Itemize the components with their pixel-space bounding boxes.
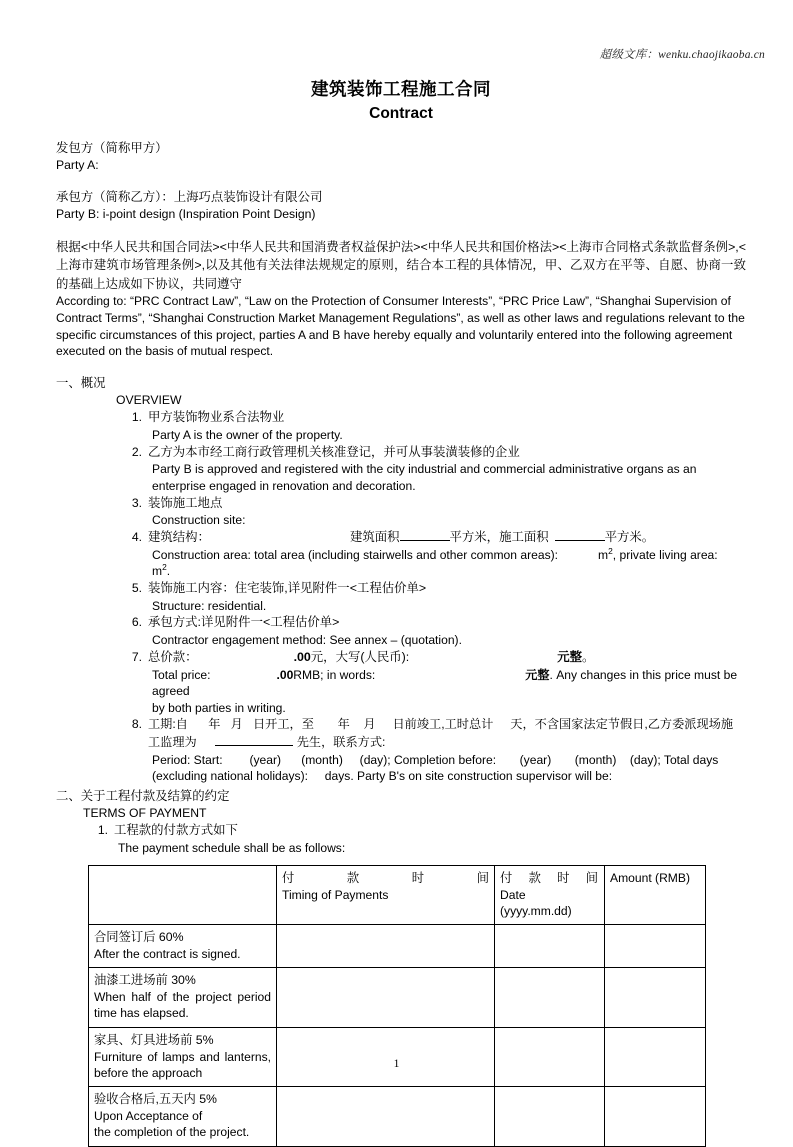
item-text-english: The payment schedule shall be as follows: xyxy=(118,841,346,856)
total-price-mid-cn: 元，大写(人民币): xyxy=(310,649,410,664)
item-text-english xyxy=(148,547,746,580)
table-cell-stage xyxy=(89,1027,277,1086)
item-text-english: Structure: residential. xyxy=(152,598,267,613)
unit-sqm-private: m xyxy=(152,564,163,579)
total-price-amount-en: .00 xyxy=(276,667,294,682)
total-price-tail-en: . Any changes in this price must be agreed xyxy=(152,667,741,699)
building-structure-label: 建筑结构： xyxy=(148,530,210,545)
building-area-unit: 平方米，施工面积 xyxy=(449,530,549,545)
table-cell-date[interactable] xyxy=(495,925,605,968)
stage-english: When half of the project period time has elapsed. xyxy=(94,990,271,1021)
table-cell-timing[interactable] xyxy=(277,1027,495,1086)
list-marker: 4. xyxy=(131,530,142,545)
table-header-cell-timing xyxy=(277,865,495,925)
list-marker: 3. xyxy=(131,495,142,510)
construction-area-unit: 平方米。 xyxy=(604,530,655,545)
section-two-heading-chinese: 二、关于工程付款及结算的约定 xyxy=(56,788,230,803)
header-amount-english: Amount (RMB) xyxy=(610,870,690,885)
private-area-text: , private living area: xyxy=(612,547,718,562)
construction-area-text: Construction area: total area (including stairwells and other common areas): xyxy=(152,547,559,562)
page-number: 1 xyxy=(393,1058,400,1070)
list-item xyxy=(56,409,746,443)
item-text-english-continued: (excluding national holidays): days. Party B's on site construction supervisor will be: xyxy=(152,769,613,784)
supervisor-suffix: 先生，联系方式: xyxy=(296,734,386,749)
page-title-chinese: 建筑装饰工程施工合同 xyxy=(311,79,491,99)
table-cell-date[interactable] xyxy=(495,968,605,1027)
item-text-chinese: 工程款的付款方式如下 xyxy=(114,823,238,838)
total-price-words-en: 元整 xyxy=(525,667,550,682)
sentence-period: . xyxy=(166,564,171,579)
table-cell-timing[interactable] xyxy=(277,968,495,1027)
item-text-english xyxy=(148,667,746,700)
list-marker: 8. xyxy=(131,717,142,732)
item-text-english: Party B is approved and registered with the city industrial and commercial administrative organs as an enterprise engaged in renovation and decoration. xyxy=(152,462,697,494)
table-cell-amount[interactable] xyxy=(605,1027,706,1086)
total-price-mid-en: RMB; in words: xyxy=(293,667,376,682)
stage-english: Furniture of lamps and lanterns, before the approach xyxy=(94,1049,271,1080)
total-price-label-en: Total price: xyxy=(152,667,211,682)
list-marker: 6. xyxy=(131,615,142,630)
preamble-english: According to: “PRC Contract Law”, “Law on the Protection of Consumer Interests”, “PRC Price Law”, “Shanghai Supervision of Contract Terms”, “Shanghai Construction Market Management Regulations”, as well as other laws and regulations relevant to the specific circumstances of this project, parties A and B have hereby equally and voluntarily entered into the following agreement executed on the basis of mutual respect. xyxy=(56,294,745,359)
item-text-english-continued: by both parties in writing. xyxy=(152,700,286,715)
payment-schedule-table xyxy=(88,865,706,1147)
supervisor-label: 工监理为 xyxy=(148,734,197,749)
watermark-header: 超级文库：wenku.chaojikaoba.cn xyxy=(599,49,765,61)
party-a-english: Party A: xyxy=(56,158,99,173)
header-timing-chinese: 付款时间 xyxy=(282,870,489,885)
superscript-two: 2 xyxy=(608,545,613,556)
item-text-chinese: 乙方为本市经工商行政管理机关核准登记，并可从事装潢装修的企业 xyxy=(148,444,520,459)
table-cell-amount[interactable] xyxy=(605,1087,706,1146)
table-cell-date[interactable] xyxy=(495,1087,605,1146)
list-item xyxy=(56,580,746,614)
item-text-chinese xyxy=(148,649,746,667)
section-one-heading-chinese: 一、概况 xyxy=(56,375,106,390)
header-timing-english: Timing of Payments xyxy=(282,887,389,902)
superscript-two: 2 xyxy=(162,562,167,573)
building-area-label: 建筑面积 xyxy=(349,530,400,545)
total-price-end-cn: 。 xyxy=(582,649,595,664)
list-marker: 1. xyxy=(97,823,108,838)
list-marker: 2. xyxy=(131,444,142,459)
table-row xyxy=(89,968,706,1027)
section-two-list xyxy=(56,822,746,856)
list-item xyxy=(56,529,746,580)
spacer-parties xyxy=(56,175,746,189)
item-text-chinese: 承包方式:详见附件一<工程估价单> xyxy=(148,615,340,630)
party-a-chinese: 发包方（简称甲方） xyxy=(56,140,168,155)
table-cell-timing[interactable] xyxy=(277,925,495,968)
table-row xyxy=(89,925,706,968)
table-cell-stage xyxy=(89,1087,277,1146)
table-header-cell-amount xyxy=(605,865,706,925)
party-b-english: Party B: i-point design (Inspiration Point Design) xyxy=(56,207,316,222)
table-header-cell-stage xyxy=(89,865,277,925)
section-one-heading-english: OVERVIEW xyxy=(116,392,182,407)
item-text-chinese xyxy=(148,529,746,547)
table-cell-date[interactable] xyxy=(495,1027,605,1086)
total-price-words-cn: 元整 xyxy=(557,649,583,664)
unit-sqm-total: m xyxy=(598,547,609,562)
table-header-row xyxy=(89,865,706,925)
table-row xyxy=(89,1027,706,1086)
stage-english-line-2: the completion of the project. xyxy=(94,1125,250,1140)
table-cell-stage xyxy=(89,968,277,1027)
party-b-chinese: 承包方（简称乙方）：上海巧点装饰设计有限公司 xyxy=(56,189,323,204)
stage-english: After the contract is signed. xyxy=(94,947,241,962)
document-content xyxy=(56,78,746,1147)
item-text-chinese: 装饰施工内容：住宅装饰,详见附件一<工程估价单> xyxy=(148,581,427,596)
item-text-chinese: 装饰施工地点 xyxy=(148,495,223,510)
list-item xyxy=(56,649,746,717)
list-item xyxy=(56,614,746,648)
header-date-english: Date (yyyy.mm.dd) xyxy=(500,887,572,918)
list-marker: 1. xyxy=(131,410,142,425)
header-date-chinese: 付款时间 xyxy=(500,870,598,885)
list-marker: 7. xyxy=(131,649,142,664)
list-marker: 5. xyxy=(131,581,142,596)
table-cell-stage xyxy=(89,925,277,968)
list-item xyxy=(56,495,746,529)
supervisor-name-blank[interactable] xyxy=(215,745,293,746)
stage-chinese: 验收合格后,五天内 5% xyxy=(94,1092,217,1107)
table-row xyxy=(89,1087,706,1146)
spacer-preamble xyxy=(56,224,746,238)
list-item xyxy=(56,444,746,495)
page-title-english: Contract xyxy=(369,104,433,122)
stage-chinese: 油漆工进场前 30% xyxy=(94,973,196,988)
table-cell-amount[interactable] xyxy=(605,968,706,1027)
building-area-blank[interactable] xyxy=(400,540,450,541)
item-text-english: Party A is the owner of the property. xyxy=(152,428,343,443)
stage-chinese: 合同签订后 60% xyxy=(94,930,184,945)
preamble-chinese: 根据<中华人民共和国合同法><中华人民共和国消费者权益保护法><中华人民共和国价格法><上海市合同格式条款监督条例>,<上海市建筑市场管理条例>,以及其他有关法律法规规定的原则，结合本工程的具体情况，甲、乙双方在平等、自愿、协商一致的基础上达成如下协议，共同遵守 xyxy=(56,239,746,291)
table-cell-timing[interactable] xyxy=(277,1087,495,1146)
stage-english-line-1: Upon Acceptance of xyxy=(94,1108,203,1123)
list-item xyxy=(56,822,746,856)
construction-area-blank[interactable] xyxy=(555,540,605,541)
table-header-cell-date xyxy=(495,865,605,925)
item-text-chinese: 甲方装饰物业系合法物业 xyxy=(148,410,285,425)
item-text-chinese-continued xyxy=(148,734,746,752)
item-text-english: Construction site: xyxy=(152,513,246,528)
item-text-english: Contractor engagement method: See annex – (quotation). xyxy=(152,633,462,648)
list-item xyxy=(56,716,746,784)
total-price-label-cn: 总价款： xyxy=(148,649,198,664)
total-price-amount-cn: .00 xyxy=(293,649,311,664)
section-two-heading-english: TERMS OF PAYMENT xyxy=(83,805,207,820)
table-cell-amount[interactable] xyxy=(605,925,706,968)
item-text-english: Period: Start: (year) (month) (day); Completion before: (year) (month) (day); Total days xyxy=(152,752,719,767)
stage-chinese: 家具、灯具进场前 5% xyxy=(94,1032,214,1047)
section-one-list xyxy=(56,409,746,784)
item-text-chinese: 工期:自 年 月 日开工，至 年 月 日前竣工,工时总计 天，不含国家法定节假日,乙方委派现场施 xyxy=(148,717,734,732)
